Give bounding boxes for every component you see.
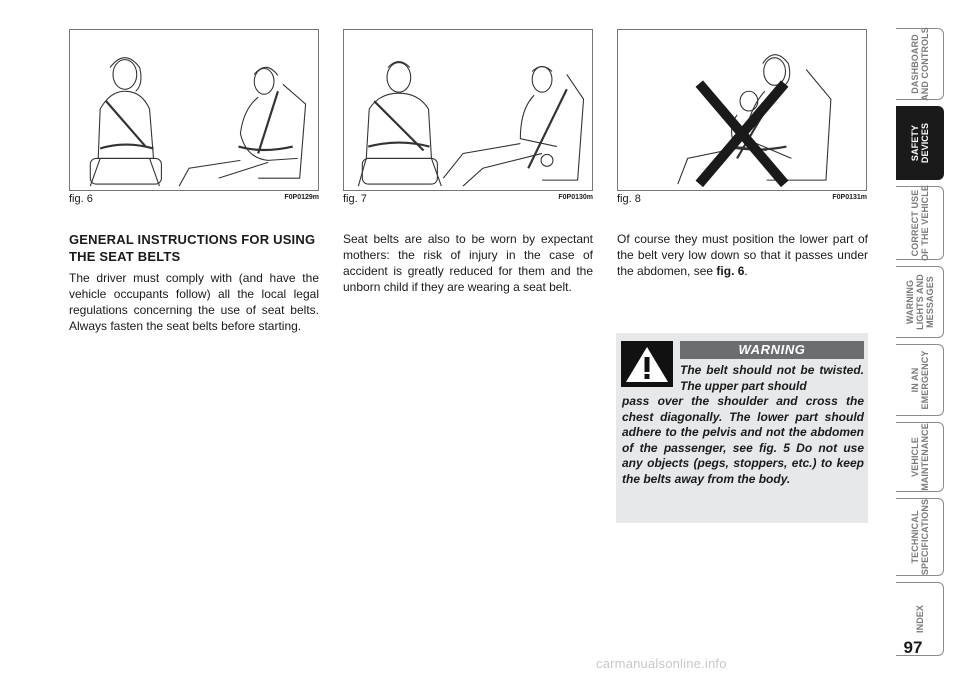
figure-number: fig. 8: [617, 193, 641, 205]
body-paragraph-2: Seat belts are also to be worn by expectant mothers: the risk of injury in the case of accident is greatly reduced for them and the unborn child if they are wearing a seat belt.: [343, 232, 593, 294]
tab-safety-devices[interactable]: [896, 106, 944, 180]
section-heading: GENERAL INSTRUCTIONS FOR USING THE SEAT BELTS: [69, 232, 316, 264]
tab-technical-specifications[interactable]: [896, 498, 944, 576]
figure-number: fig. 7: [343, 193, 367, 205]
figure-reference: fig. 6: [716, 264, 745, 278]
tab-label: IN AN EMERGENCY: [909, 350, 930, 410]
warning-text-first: The belt should not be twisted. The upper part should: [680, 363, 864, 393]
warning-text-rest: pass over the shoulder and cross the chest diagonally. The lower part should adhere to the pelvis and not the abdomen of the passenger, see fig. 5 Do not use any objects (pegs, stoppers, etc.) to keep the belts away from the body.: [622, 394, 864, 486]
paragraph-end: .: [744, 264, 748, 278]
page-number: 97: [903, 638, 923, 657]
figure-code: F0P0130m: [558, 194, 593, 201]
figure-8-caption: [617, 193, 867, 207]
watermark: carmanualsonline.info: [596, 656, 727, 671]
tab-label: CORRECT USE OF THE VEHICLE: [909, 185, 930, 261]
figure-number: fig. 6: [69, 193, 93, 205]
body-paragraph-3: [617, 231, 868, 279]
tab-vehicle-maintenance[interactable]: [896, 422, 944, 492]
figure-6-illustration: [69, 29, 319, 191]
warning-box: [616, 333, 868, 523]
figure-code: F0P0131m: [832, 194, 867, 201]
body-paragraph-1: The driver must comply with (and have the vehicle occupants follow) all the local legal regulations concerning the use of seat belts. Always fasten the seat belts before starting.: [69, 271, 319, 333]
figure-8-illustration: [617, 29, 867, 191]
paragraph-text: Of course they must position the lower part of the belt very low down so that it passes under the abdomen, see: [617, 232, 868, 278]
tab-label: VEHICLE MAINTENANCE: [909, 423, 930, 491]
tab-correct-use[interactable]: [896, 186, 944, 260]
tab-label: DASHBOARD AND CONTROLS: [909, 27, 930, 101]
figure-6-caption: [69, 193, 319, 207]
tab-label: WARNING LIGHTS AND MESSAGES: [904, 274, 935, 330]
figure-7-illustration: [343, 29, 593, 191]
tab-label: INDEX: [914, 604, 925, 634]
tab-in-an-emergency[interactable]: [896, 344, 944, 416]
tab-dashboard-and-controls[interactable]: [896, 28, 944, 100]
warning-text: [622, 363, 864, 487]
tab-warning-lights[interactable]: [896, 266, 944, 338]
tab-label: TECHNICAL SPECIFICATIONS: [909, 498, 930, 576]
tab-label: SAFETY DEVICES: [909, 122, 930, 164]
warning-title: WARNING: [680, 341, 864, 359]
figure-code: F0P0129m: [284, 194, 319, 201]
figure-7-caption: [343, 193, 593, 207]
